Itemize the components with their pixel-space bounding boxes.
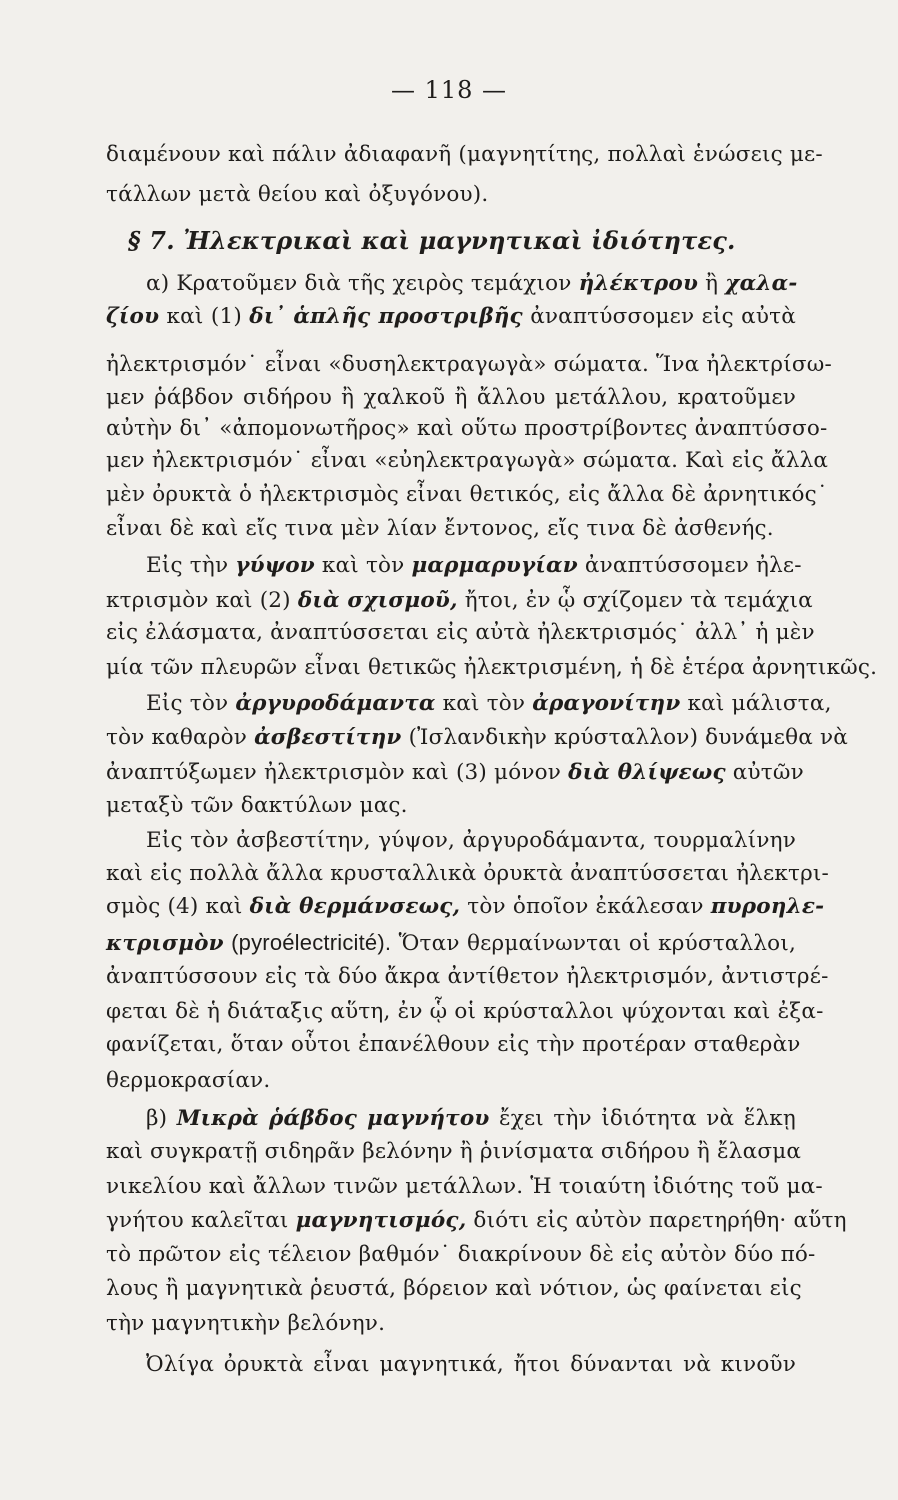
text-segment: γνήτου καλεῖται [106,1208,296,1233]
text-segment: τὸν ὁποῖον ἐκάλεσαν [460,894,711,919]
text-segment: ἀναπτύσσουν εἰς τὰ δύο ἄκρα ἀντίθετον ἠλεκτρισμόν, ἀντιστρέ- [106,964,829,989]
text-segment: καὶ μάλιστα, [680,691,832,716]
text-segment: μία τῶν πλευρῶν εἶναι θετικῶς ἠλεκτρισμένη, ἡ δὲ ἑτέρα ἀρνητικῶς. [106,655,878,680]
text-segment: ἀναπτύξωμεν ἠλεκτρισμὸν καὶ (3) μόνον [106,760,569,785]
text-segment: ἀναπτύσσομεν ἠλε- [577,553,802,578]
text-segment: καὶ (1) [159,304,250,329]
text-line [106,791,796,821]
text-segment: σμὸς (4) καὶ [106,894,250,919]
text-segment: τάλλων μετὰ θείου καὶ ὀξυγόνου). [106,182,489,207]
emphasized-term: ἀσβεστίτην [254,725,402,750]
text-segment: μὲν ὀρυκτὰ ὁ ἠλεκτρισμὸς εἶναι θετικός, εἰς ἄλλα δὲ ἀρνητικός˙ [106,482,828,507]
text-segment: αὐτὴν δι᾽ «ἀπομονωτῆρος» καὶ οὕτω προστρίβοντες ἀναπτύσσο- [106,416,828,441]
emphasized-term: ζίου [106,304,160,329]
text-segment: μεν ῥάβδον σιδήρου ἢ χαλκοῦ ἢ ἄλλου μετάλλου, κρατοῦμεν [106,385,796,410]
text-line [128,226,796,258]
emphasized-term: κτρισμὸν [106,931,224,956]
text-line [106,1137,802,1167]
text-line [146,1104,796,1134]
text-segment: καὶ εἰς πολλὰ ἄλλα κρυσταλλικὰ ὀρυκτὰ ἀναπτύσσεται ἠλεκτρι- [106,861,830,886]
emphasized-term: διὰ σχισμοῦ, [297,588,458,613]
emphasized-term: διὰ θερμάνσεως, [249,894,461,919]
text-line [106,140,823,170]
emphasized-term: πυροηλε- [710,894,825,919]
text-segment: αὐτῶν [725,760,804,785]
text-line [106,1030,801,1060]
text-segment: Ὀλίγα ὀρυκτὰ εἶναι μαγνητικά, ἤτοι δύνανται νὰ κινοῦν [146,1352,796,1377]
text-segment: διότι εἰς αὐτὸν παρετηρήθη· αὕτη [466,1208,847,1233]
text-line [146,689,832,719]
emphasized-term: ἀραγονίτην [532,691,681,716]
text-segment: τὸν καθαρὸν [106,725,255,750]
text-line [106,758,804,788]
text-line [106,618,815,648]
text-line [106,723,848,753]
text-segment: θερμοκρασίαν. [106,1068,271,1093]
text-line [106,1274,802,1304]
emphasized-term: ἠλέκτρου [578,271,699,296]
emphasized-term: Μικρὰ ῥάβδος μαγνήτου [176,1106,490,1131]
text-line [106,302,796,332]
text-segment: διαμένουν καὶ πάλιν ἀδιαφανῆ (μαγνητίτης, πολλαὶ ἑνώσεις με- [106,142,823,167]
text-line [106,480,828,510]
text-line [106,1066,796,1096]
text-segment: νικελίου καὶ ἄλλων τινῶν μετάλλων. Ἡ τοιαύτη ἰδιότης τοῦ μα- [106,1174,823,1199]
emphasized-term: ἀργυροδάμαντα [235,691,436,716]
text-segment: φανίζεται, ὅταν οὗτοι ἐπανέλθουν εἰς τὴν προτέραν σταθερὰν [106,1032,801,1057]
text-segment: (pyroélectricité). [231,930,392,955]
text-segment: μεταξὺ τῶν δακτύλων μας. [106,793,408,818]
text-line [106,653,878,683]
text-line [106,997,824,1027]
text-line [106,586,813,616]
text-segment: εἰς ἐλάσματα, ἀναπτύσσεται εἰς αὐτὰ ἠλεκτρισμός˙ ἀλλ᾽ ἡ μὲν [106,620,815,645]
text-line [146,269,796,299]
text-segment: ἀναπτύσσομεν εἰς αὐτὰ [522,304,796,329]
text-line [106,892,825,922]
text-line [106,962,829,992]
text-segment: Ὅταν θερμαίνωνται οἱ κρύσταλλοι, [391,931,796,956]
emphasized-term: μαγνητισμός, [295,1208,467,1233]
text-line [106,350,832,380]
text-segment: τὴν μαγνητικὴν βελόνην. [106,1311,386,1336]
text-segment: Εἰς τὸν [146,691,236,716]
text-line [106,1309,796,1339]
text-line [106,1206,847,1236]
text-line [146,1350,796,1380]
emphasized-term: μαρμαρυγίαν [411,553,578,578]
text-line [106,383,796,413]
text-segment: β) [146,1106,177,1131]
emphasized-term: χαλα- [725,271,798,296]
emphasized-term: διὰ θλίψεως [568,760,726,785]
text-line [146,826,796,856]
text-segment: κτρισμὸν καὶ (2) [106,588,298,613]
text-segment: μεν ἠλεκτρισμόν˙ εἶναι «εὐηλεκτραγωγὰ» σώματα. Καὶ εἰς ἄλλα [106,448,829,473]
text-line [106,446,829,476]
text-line [106,514,796,544]
emphasized-term: γύψον [235,553,315,578]
text-line [106,1172,823,1202]
text-line [106,180,796,210]
text-segment: Εἰς τὴν [146,553,236,578]
page-number: — 118 — [390,76,508,104]
text-segment: εἶναι δὲ καὶ εἴς τινα μὲν λίαν ἔντονος, εἴς τινα δὲ ἀσθενής. [106,516,774,541]
text-line [146,551,802,581]
text-segment: καὶ συγκρατῇ σιδηρᾶν βελόνην ἢ ῥινίσματα σιδήρου ἢ ἔλασμα [106,1139,802,1164]
text-segment: ἠλεκτρισμόν˙ εἶναι «δυσηλεκτραγωγὰ» σώματα. Ἵνα ἠλεκτρίσω- [106,352,832,377]
text-segment: φεται δὲ ἡ διάταξις αὕτη, ἐν ᾧ οἱ κρύσταλλοι ψύχονται καὶ ἐξα- [106,999,824,1024]
text-line [106,414,828,444]
text-line [106,1240,816,1270]
text-segment: τὸ πρῶτον εἰς τέλειον βαθμόν˙ διακρίνουν δὲ εἰς αὐτὸν δύο πό- [106,1242,816,1267]
emphasized-term: δι᾽ ἁπλῆς προστριβῆς [249,304,523,329]
text-segment: ἢ [698,271,726,296]
text-segment: καὶ τὸν [314,553,412,578]
text-segment: α) Κρατοῦμεν διὰ τῆς χειρὸς τεμάχιον [146,271,579,296]
text-segment: ἔχει τὴν ἰδιότητα νὰ ἕλκῃ [489,1106,796,1131]
section-heading: § 7. Ἠλεκτρικαὶ καὶ μαγνητικαὶ ἰδιότητες. [128,226,736,255]
text-line [106,859,830,889]
text-segment: (Ἰσλανδικὴν κρύσταλλον) δυνάμεθα νὰ [401,725,848,750]
text-segment: καὶ τὸν [435,691,533,716]
text-segment: ἤτοι, ἐν ᾧ σχίζομεν τὰ τεμάχια [457,588,813,613]
text-segment: λους ἢ μαγνητικὰ ῥευστά, βόρειον καὶ νότιον, ὡς φαίνεται εἰς [106,1276,802,1301]
text-line [106,928,796,959]
text-segment: Εἰς τὸν ἀσβεστίτην, γύψον, ἀργυροδάμαντα, τουρμαλίνην [146,828,796,853]
